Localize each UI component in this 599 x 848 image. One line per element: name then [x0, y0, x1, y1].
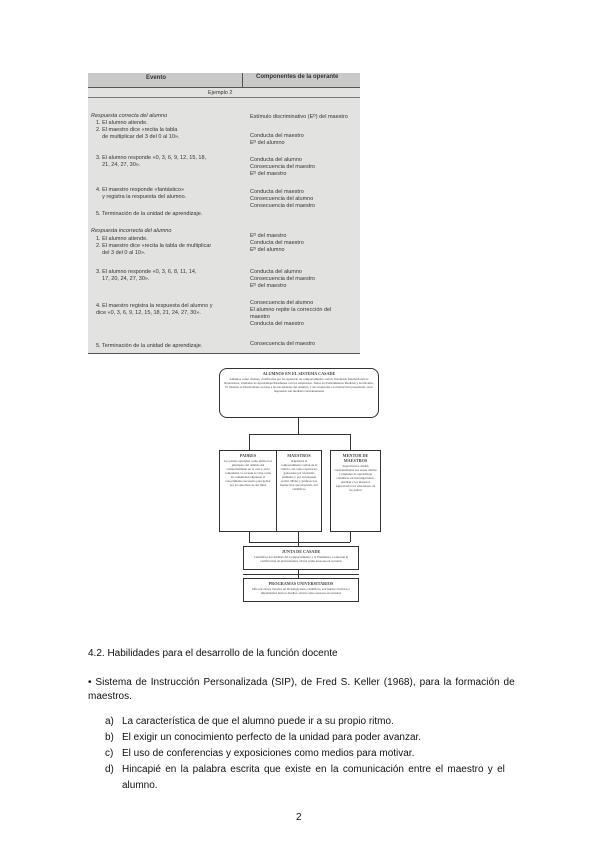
box-teachers [276, 450, 322, 532]
list-text: El uso de conferencias y exposiciones como medios para motivar. [122, 748, 415, 759]
table-row-left: 4. El maestro registra la respuesta del alumno y [96, 303, 213, 309]
connector [249, 532, 250, 542]
table-row-right: Eᴰ del maestro [250, 283, 287, 289]
connector [298, 532, 299, 546]
connector [350, 434, 351, 450]
table-row-right: Conducta del maestro [250, 133, 304, 139]
box-parents-title: PADRES [239, 453, 257, 458]
box-mentors-title: MENTOR DE MAESTROS [342, 453, 369, 463]
box-programs-title: PROGRAMAS UNIVERSITARIOS [268, 581, 334, 586]
table-row-right: Conducta del maestro [250, 240, 304, 246]
table-row-right: Conducta del alumno [250, 157, 302, 163]
list-text: La característica de que el alumno puede ir a su propio ritmo. [122, 716, 394, 727]
list-text: El exigir un conocimiento perfecto de la unidad para poder avanzar. [122, 732, 422, 743]
list-marker: a) [105, 716, 114, 727]
table-row-right: Eᴰ del maestro [250, 233, 287, 239]
box-university-programs [243, 578, 359, 602]
table-row-right: El alumno repite la corrección del [250, 307, 332, 313]
bullet-paragraph-line: maestros. [88, 691, 132, 702]
section-incorrect: Respuesta incorrecta del alumno [91, 228, 172, 234]
table-row-left: 5. Terminación de la unidad de aprendizaje. [96, 343, 203, 349]
table-row-left: 21, 24, 27, 30». [96, 162, 141, 168]
table-row-left: 2. El maestro dice «recita la tabla [96, 127, 178, 133]
list-item [105, 732, 422, 743]
col-components-header: Componentes de la operante [256, 74, 339, 80]
header-divider [242, 73, 243, 87]
box-students-title: ALUMNOS EN EL SISTEMA CASADE [262, 371, 336, 376]
table-row-right: Eᴰ del maestro [250, 171, 287, 177]
table-row-left: 4. El maestro responde «fantástico» [96, 187, 185, 193]
table-row-left: 3. El alumno responde «0, 3, 6, 9, 12, 15, 18, [96, 155, 207, 161]
list-item [105, 748, 415, 759]
list-item [105, 764, 505, 775]
table-row-left: dice «0, 3, 6, 9, 12, 15, 18, 21, 24, 27, 30». [96, 310, 201, 316]
bullet-paragraph-line: • Sistema de Instrucción Personalizada (SIP), de Fred S. Keller (1968), para la formación de [88, 677, 515, 688]
connector [249, 434, 250, 450]
connector [249, 434, 350, 435]
table-row-left: 17, 20, 24, 27, 30». [96, 276, 150, 282]
table-row-right: Consecuencia del maestro [250, 164, 316, 170]
table-bottom-rule [88, 353, 360, 354]
table-row-left: de multiplicar del 3 del 0 al 10». [96, 134, 180, 140]
table-row-left: 1. El alumno atiende. [96, 236, 148, 242]
connector [350, 532, 351, 542]
list-text: Hincapié en la palabra escrita que existe en la comunicación entre el maestro y el [122, 764, 505, 775]
table-row-right: Conducta del maestro [250, 189, 304, 195]
table-row-right: Consecuencia del alumno [250, 196, 314, 202]
box-board-body: Científicos del Análisis del Comportamiento y la Enseñanza. Controlan la certificación de profesionales, sirven como asesores en escuelas [253, 555, 349, 563]
col-event-header: Evento [146, 75, 167, 81]
table-row-right: Consecuencia del maestro [250, 276, 316, 282]
box-casade-board [243, 546, 359, 570]
table-row-right: Estímulo discriminativo (Eᴰ) del maestro [250, 114, 348, 120]
table-row-right: Eᴰ del alumno [250, 140, 285, 146]
box-teachers-title: MAESTROS [287, 453, 311, 458]
section-correct: Respuesta correcta del alumno [91, 113, 168, 119]
table-row-right: Conducta del maestro [250, 321, 304, 327]
connector [243, 574, 359, 575]
connector [249, 542, 350, 543]
scanned-operant-table [88, 73, 360, 354]
casade-org-diagram [217, 366, 381, 631]
table-row-right: Consecuencia del maestro [250, 341, 316, 347]
box-students [219, 368, 379, 418]
list-item-continuation: alumno. [122, 780, 158, 791]
box-teacher-mentors [330, 450, 381, 532]
table-row-right: Conducta del alumno [250, 269, 302, 275]
box-students-body: Alumnos como clientes, clasificados por su repertorio de comportamiento verbal, Inventario Internacional de Repertorios, Unidades de Aprendizaje/Enseñanza con los empleados, Todos los Pensamientos Medidos y Graficados, El Sistema es Desarrollado en base a las necesidades del Alumno, y sus respuestas a la instrucción presentada, estas respuestas son medidas constantemente [224, 377, 374, 393]
list-marker: c) [105, 748, 114, 759]
table-row-left: y registra la respuesta del alumno. [96, 194, 187, 200]
box-parents-body: Los padres aprenden como utilizar los principios del análisis del comportamiento en la casa y en la comunidad, la escuela se vista como en comunidad adquieren el conocimiento necesario para luchar por los derechos de sus hijos [223, 459, 273, 487]
table-row-left: 2. El maestro dice «recita la tabla de multiplicar [96, 243, 212, 249]
table-row-right: Eᴰ del alumno [250, 247, 285, 253]
table-row-right: Consecuencia del alumno [250, 300, 314, 306]
box-board-title: JUNTA DE CASADE [281, 549, 321, 554]
box-parents [219, 450, 277, 532]
table-row-left: del 3 del 0 al 10». [96, 250, 146, 256]
table-row-right: maestro [250, 314, 270, 320]
table-row-right: Consecuencia del maestro [250, 203, 316, 209]
example-label: Ejemplo 2 [208, 90, 233, 96]
list-item [105, 716, 394, 727]
example-rule [88, 97, 360, 98]
table-row-left: 3. El alumno responde «0, 3, 6, 8, 11, 14, [96, 269, 197, 275]
connector [298, 418, 299, 434]
table-row-left: 5. Terminación de la unidad de aprendizaje. [96, 211, 203, 217]
page-number: 2 [296, 812, 302, 823]
table-row-left: 1. El alumno atiende. [96, 120, 148, 126]
list-marker: d) [105, 764, 114, 775]
box-programs-body: Ofrecen cursos basados en investigaciones científicas, son líderes al iniciar e implementar nuevos diseños, sirven como asesores en escuelas [252, 587, 350, 595]
section-heading: 4.2. Habilidades para el desarrollo de la función docente [88, 648, 338, 659]
table-header [88, 73, 360, 88]
box-mentors-body: Supervisores, miden constantemente sus tareas diarias y unidades de aprendizaje científicas en investigaciones, enseñan a los maestros supervisan a los educadores de los padres [334, 464, 377, 492]
box-teachers-body: Adquieren el comportamiento verbal de la ciencia, así como repertorios generados por un medio ambiente y por su lenguaje verbal. Midas y gráficos tras instrucción que imparten, son científicos [280, 459, 318, 491]
list-marker: b) [105, 732, 114, 743]
